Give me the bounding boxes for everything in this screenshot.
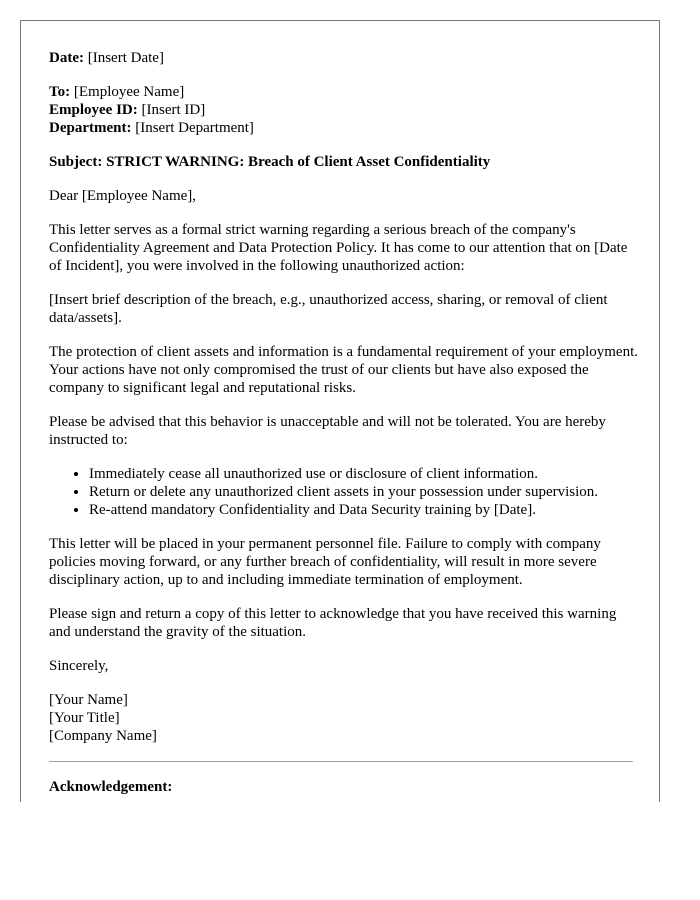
date-label: Date: — [49, 50, 84, 66]
acknowledgement-heading: Acknowledgement: — [49, 779, 173, 795]
to-label: To: — [49, 84, 71, 100]
salutation: Dear [Employee Name], — [49, 188, 197, 204]
warning-letter — [20, 20, 660, 802]
date-value: [Insert Date] — [87, 50, 164, 66]
list-item: • Re-attend mandatory Confidentiality and Data Security training by [Date]. — [89, 501, 639, 519]
body-paragraph-5: This letter will be placed in your permanent personnel file. Failure to comply with company policies moving forward, or any further breach of confidentiality, will result in more severe disciplinary action, up to and including immediate termination of employment. — [49, 536, 601, 588]
body-paragraph-6: Please sign and return a copy of this letter to acknowledge that you have received this warning and understand the gravity of the situation. — [49, 606, 617, 640]
signer-name: [Your Name] — [49, 692, 128, 708]
department-label: Department: — [49, 120, 132, 136]
body-paragraph-3: The protection of client assets and information is a fundamental requirement of your employment. Your actions have not only compromised the trust of our clients but have also exposed the company to significant legal and reputational risks. — [49, 344, 638, 396]
body-paragraph-1: This letter serves as a formal strict warning regarding a serious breach of the company's Confidentiality Agreement and Data Protection Policy. It has come to our attention that on [Date of Incident], you were involved in the following unauthorized action: — [49, 222, 628, 274]
list-item: • Return or delete any unauthorized client assets in your possession under supervision. — [89, 483, 639, 501]
signature-block — [49, 691, 639, 745]
subject-line: Subject: STRICT WARNING: Breach of Client Asset Confidentiality — [49, 154, 491, 170]
employee-id-value: [Insert ID] — [141, 102, 206, 118]
body-paragraph-2: [Insert brief description of the breach, e.g., unauthorized access, sharing, or removal of client data/assets]. — [49, 292, 608, 326]
department-value: [Insert Department] — [135, 120, 254, 136]
department-line — [49, 119, 639, 137]
section-divider — [49, 761, 633, 762]
letter-content — [49, 49, 639, 802]
signer-title: [Your Title] — [49, 710, 120, 726]
to-value: [Employee Name] — [73, 84, 185, 100]
signer-company: [Company Name] — [49, 728, 157, 744]
employee-id-label: Employee ID: — [49, 102, 138, 118]
letter-header — [49, 49, 639, 153]
employee-id-line — [49, 101, 639, 119]
list-item: • Immediately cease all unauthorized use or disclosure of client information. — [89, 465, 639, 483]
closing: Sincerely, — [49, 658, 109, 674]
body-paragraph-4: Please be advised that this behavior is unacceptable and will not be tolerated. You are hereby instructed to: — [49, 414, 606, 448]
date-line — [49, 49, 639, 67]
instruction-list — [49, 465, 639, 519]
to-line — [49, 83, 639, 101]
